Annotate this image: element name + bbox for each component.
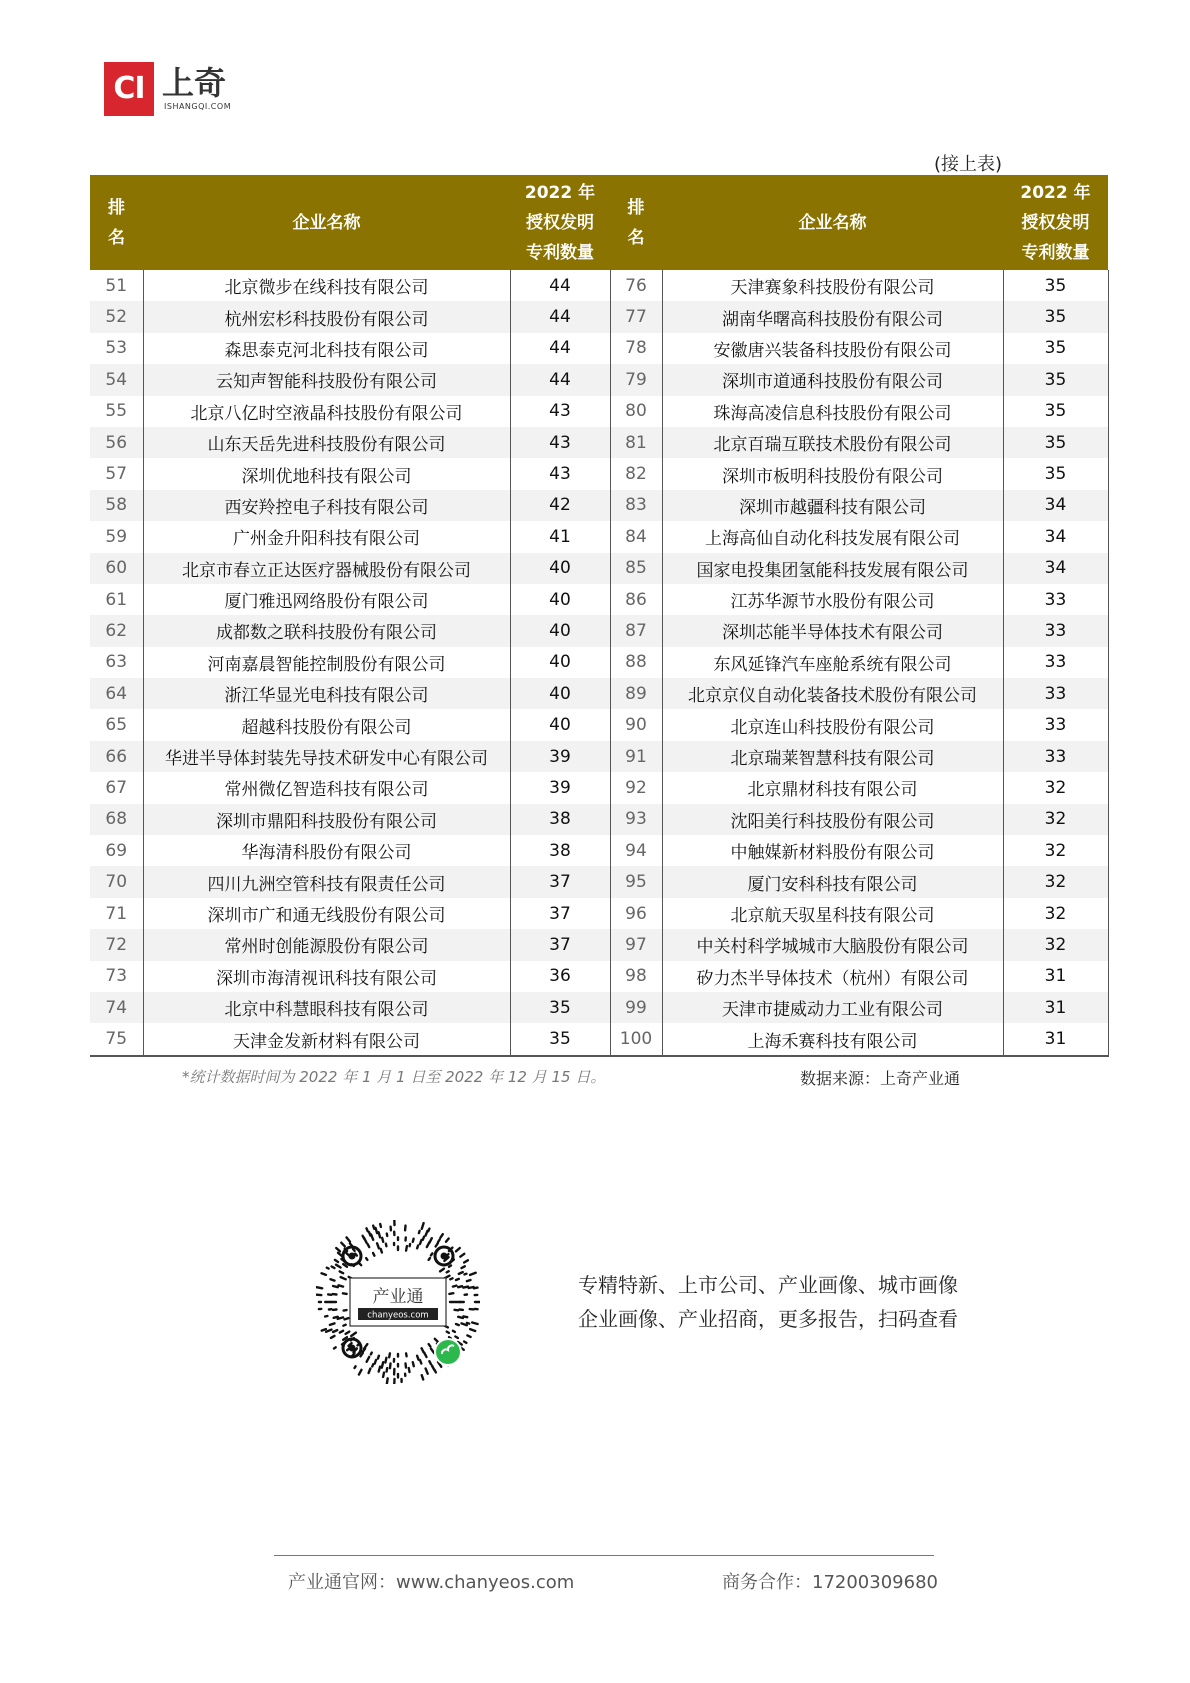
company-name-cell: 天津金发新材料有限公司 [143, 1023, 510, 1055]
rank-cell: 94 [625, 840, 647, 861]
rank-cell: 82 [625, 464, 647, 485]
rank-cell: 74 [90, 992, 143, 1023]
table-row [90, 992, 1108, 1023]
patent-count-cell: 44 [510, 270, 610, 301]
mini-program-icon [436, 1340, 460, 1364]
data-source: 数据来源：上奇产业通 [800, 1069, 961, 1088]
company-name-cell: 成都数之联科技股份有限公司 [143, 615, 510, 646]
company-name-cell: 北京八亿时空液晶科技股份有限公司 [143, 396, 510, 427]
rank-cell: 84 [625, 526, 647, 547]
patent-count-cell: 44 [510, 364, 610, 395]
rank-cell: 53 [105, 338, 128, 359]
rank-cell: 93 [610, 804, 662, 835]
company-name-cell: 常州时创能源股份有限公司 [143, 929, 510, 960]
rank-cell: 60 [90, 553, 143, 584]
header-rank: 排 名 [90, 175, 143, 270]
rank-cell: 57 [105, 464, 128, 485]
company-name-cell: 深圳市越疆科技有限公司 [662, 490, 1003, 521]
company-name-cell: 厦门雅迅网络股份有限公司 [143, 584, 510, 615]
company-name-cell: 北京连山科技股份有限公司 [662, 709, 1003, 740]
patent-count-cell: 35 [510, 992, 610, 1023]
company-name-cell: 四川九洲空管科技有限责任公司 [143, 866, 510, 897]
patent-count-cell: 37 [510, 929, 610, 960]
patent-count-cell: 37 [510, 866, 610, 897]
patent-count-cell: 34 [1003, 553, 1108, 584]
logo-name: 上奇 [162, 64, 227, 102]
patent-count-cell: 38 [510, 804, 610, 835]
header-company-name: 企业名称 [662, 175, 1003, 270]
rank-cell: 73 [105, 966, 128, 987]
patent-count-cell: 32 [1003, 772, 1108, 803]
company-name-cell: 常州微亿智造科技有限公司 [143, 772, 510, 803]
patent-count-cell: 31 [1003, 1023, 1108, 1055]
table-row [90, 866, 1108, 897]
rank-cell: 100 [610, 1023, 662, 1055]
company-name-cell: 沈阳美行科技股份有限公司 [662, 804, 1003, 835]
rank-cell: 90 [625, 715, 647, 736]
table-header-row [90, 175, 1108, 270]
company-name-cell: 深圳市广和通无线股份有限公司 [143, 898, 510, 929]
rank-cell: 55 [105, 401, 128, 422]
company-name-cell: 华进半导体封装先导技术研发中心有限公司 [143, 741, 510, 772]
rank-cell: 71 [105, 903, 128, 924]
patent-count-cell: 32 [1003, 929, 1108, 960]
patent-count-cell: 35 [1003, 427, 1108, 458]
mini-program-qr-code [316, 1220, 480, 1384]
company-name-cell: 北京航天驭星科技有限公司 [662, 898, 1003, 929]
logo-url: ISHANGQI.COM [164, 102, 232, 111]
company-name-cell: 森思泰克河北科技有限公司 [143, 333, 510, 364]
patent-count-cell: 34 [1003, 521, 1108, 552]
patent-count-cell: 39 [510, 741, 610, 772]
patent-count-cell: 38 [510, 835, 610, 866]
patent-count-cell: 34 [1003, 490, 1108, 521]
patent-count-cell: 43 [510, 396, 610, 427]
company-name-cell: 深圳芯能半导体技术有限公司 [662, 615, 1003, 646]
patent-count-cell: 35 [1003, 364, 1108, 395]
company-name-cell: 西安羚控电子科技有限公司 [143, 490, 510, 521]
rank-cell: 86 [625, 589, 647, 610]
patent-count-cell: 40 [510, 709, 610, 740]
table-body [90, 270, 1108, 1056]
company-name-cell: 安徽唐兴装备科技股份有限公司 [662, 333, 1003, 364]
table-row [90, 364, 1108, 395]
company-name-cell: 珠海高凌信息科技股份有限公司 [662, 396, 1003, 427]
rank-cell: 65 [105, 715, 128, 736]
rank-cell: 89 [610, 678, 662, 709]
company-name-cell: 天津赛象科技股份有限公司 [662, 270, 1003, 301]
qr-label: 产业通 [372, 1287, 424, 1307]
patent-count-cell: 33 [1003, 647, 1108, 678]
patent-count-cell: 35 [1003, 396, 1108, 427]
table-row [90, 301, 1108, 332]
patent-count-cell: 33 [1003, 678, 1108, 709]
patent-count-cell: 36 [510, 961, 610, 992]
rank-cell: 52 [90, 301, 143, 332]
patent-count-cell: 44 [510, 333, 610, 364]
table-row [90, 396, 1108, 427]
patent-count-cell: 40 [510, 615, 610, 646]
patent-count-cell: 32 [1003, 835, 1108, 866]
company-name-cell: 浙江华显光电科技有限公司 [143, 678, 510, 709]
promo-line: 企业画像、产业招商，更多报告，扫码查看 [578, 1307, 958, 1331]
rank-cell: 72 [90, 929, 143, 960]
rank-cell: 58 [90, 490, 143, 521]
patent-count-cell: 37 [510, 898, 610, 929]
promo-text [578, 1268, 958, 1336]
brand-logo [104, 62, 254, 118]
rank-cell: 99 [610, 992, 662, 1023]
company-name-cell: 湖南华曙高科技股份有限公司 [662, 301, 1003, 332]
company-name-cell: 深圳市道通科技股份有限公司 [662, 364, 1003, 395]
table-row [90, 490, 1108, 521]
rank-cell: 96 [625, 903, 647, 924]
rank-cell: 59 [105, 526, 128, 547]
patent-ranking-table [90, 175, 1109, 1057]
company-name-cell: 天津市捷威动力工业有限公司 [662, 992, 1003, 1023]
footer-contact: 商务合作：17200309680 [722, 1572, 938, 1593]
company-name-cell: 深圳市板明科技股份有限公司 [662, 458, 1003, 489]
company-name-cell: 北京鼎材科技有限公司 [662, 772, 1003, 803]
patent-count-cell: 33 [1003, 709, 1108, 740]
header-patent-count: 2022 年 授权发明 专利数量 [510, 175, 610, 270]
rank-cell: 98 [625, 966, 647, 987]
patent-count-cell: 39 [510, 772, 610, 803]
company-name-cell: 上海禾赛科技有限公司 [662, 1023, 1003, 1055]
rank-cell: 83 [610, 490, 662, 521]
rank-cell: 69 [105, 840, 128, 861]
rank-cell: 88 [625, 652, 647, 673]
rank-cell: 92 [625, 777, 647, 798]
patent-count-cell: 32 [1003, 898, 1108, 929]
header-rank: 排 名 [610, 175, 662, 270]
header-company-name: 企业名称 [143, 175, 510, 270]
table-row [90, 458, 1108, 489]
company-name-cell: 北京微步在线科技有限公司 [143, 270, 510, 301]
qr-url: chanyeos.com [367, 1310, 429, 1321]
table-row [90, 709, 1108, 740]
rank-cell: 78 [625, 338, 647, 359]
patent-count-cell: 33 [1003, 615, 1108, 646]
company-name-cell: 国家电投集团氢能科技发展有限公司 [662, 553, 1003, 584]
table-row [90, 615, 1108, 646]
footer-website: 产业通官网：www.chanyeos.com [288, 1572, 575, 1593]
rank-cell: 76 [625, 275, 647, 296]
company-name-cell: 广州金升阳科技有限公司 [143, 521, 510, 552]
rank-cell: 51 [105, 275, 128, 296]
patent-count-cell: 43 [510, 458, 610, 489]
patent-count-cell: 35 [1003, 270, 1108, 301]
company-name-cell: 中触媒新材料股份有限公司 [662, 835, 1003, 866]
table-row [90, 647, 1108, 678]
patent-count-cell: 40 [510, 553, 610, 584]
rank-cell: 64 [90, 678, 143, 709]
company-name-cell: 深圳市海清视讯科技有限公司 [143, 961, 510, 992]
footnote: *统计数据时间为 2022 年 1 月 1 日至 2022 年 12 月 15 日。 [182, 1068, 606, 1086]
table-row [90, 804, 1108, 835]
company-name-cell: 北京京仪自动化装备技术股份有限公司 [662, 678, 1003, 709]
company-name-cell: 东风延锋汽车座舱系统有限公司 [662, 647, 1003, 678]
rank-cell: 77 [610, 301, 662, 332]
company-name-cell: 厦门安科科技有限公司 [662, 866, 1003, 897]
company-name-cell: 杭州宏杉科技股份有限公司 [143, 301, 510, 332]
table-row [90, 270, 1108, 301]
rank-cell: 75 [90, 1023, 143, 1055]
table-row [90, 584, 1108, 615]
table-row [90, 1023, 1108, 1055]
rank-cell: 97 [610, 929, 662, 960]
patent-count-cell: 40 [510, 647, 610, 678]
table-row [90, 898, 1108, 929]
logo-mark: CI [104, 62, 154, 116]
patent-count-cell: 42 [510, 490, 610, 521]
rank-cell: 68 [90, 804, 143, 835]
patent-count-cell: 33 [1003, 584, 1108, 615]
company-name-cell: 华海清科股份有限公司 [143, 835, 510, 866]
header-patent-count: 2022 年 授权发明 专利数量 [1003, 175, 1108, 270]
patent-count-cell: 43 [510, 427, 610, 458]
rank-cell: 80 [625, 401, 647, 422]
table-row [90, 929, 1108, 960]
company-name-cell: 上海高仙自动化科技发展有限公司 [662, 521, 1003, 552]
company-name-cell: 江苏华源节水股份有限公司 [662, 584, 1003, 615]
rank-cell: 95 [610, 866, 662, 897]
rank-cell: 67 [105, 777, 128, 798]
rank-cell: 91 [610, 741, 662, 772]
patent-count-cell: 32 [1003, 804, 1108, 835]
table-row [90, 427, 1108, 458]
patent-count-cell: 31 [1003, 992, 1108, 1023]
rank-cell: 79 [610, 364, 662, 395]
company-name-cell: 深圳优地科技有限公司 [143, 458, 510, 489]
table-row [90, 678, 1108, 709]
patent-count-cell: 44 [510, 301, 610, 332]
rank-cell: 54 [90, 364, 143, 395]
table-row [90, 553, 1108, 584]
table-row [90, 772, 1108, 803]
patent-count-cell: 35 [1003, 333, 1108, 364]
rank-cell: 62 [90, 615, 143, 646]
table-row [90, 835, 1108, 866]
company-name-cell: 山东天岳先进科技股份有限公司 [143, 427, 510, 458]
patent-count-cell: 32 [1003, 866, 1108, 897]
company-name-cell: 河南嘉晨智能控制股份有限公司 [143, 647, 510, 678]
table-row [90, 333, 1108, 364]
rank-cell: 70 [90, 866, 143, 897]
table-row [90, 961, 1108, 992]
company-name-cell: 北京瑞莱智慧科技有限公司 [662, 741, 1003, 772]
rank-cell: 61 [105, 589, 128, 610]
patent-count-cell: 35 [1003, 458, 1108, 489]
company-name-cell: 北京市春立正达医疗器械股份有限公司 [143, 553, 510, 584]
rank-cell: 81 [610, 427, 662, 458]
company-name-cell: 矽力杰半导体技术（杭州）有限公司 [662, 961, 1003, 992]
company-name-cell: 北京百瑞互联技术股份有限公司 [662, 427, 1003, 458]
table-row [90, 521, 1108, 552]
patent-count-cell: 35 [510, 1023, 610, 1055]
rank-cell: 66 [90, 741, 143, 772]
rank-cell: 63 [105, 652, 128, 673]
company-name-cell: 中关村科学城城市大脑股份有限公司 [662, 929, 1003, 960]
patent-count-cell: 35 [1003, 301, 1108, 332]
rank-cell: 85 [610, 553, 662, 584]
patent-count-cell: 33 [1003, 741, 1108, 772]
table-row [90, 741, 1108, 772]
promo-line: 专精特新、上市公司、产业画像、城市画像 [578, 1273, 958, 1297]
footer-divider [274, 1555, 934, 1556]
company-name-cell: 云知声智能科技股份有限公司 [143, 364, 510, 395]
patent-count-cell: 40 [510, 678, 610, 709]
patent-count-cell: 40 [510, 584, 610, 615]
rank-cell: 87 [610, 615, 662, 646]
patent-count-cell: 41 [510, 521, 610, 552]
rank-cell: 56 [90, 427, 143, 458]
continued-note: (接上表) [934, 154, 1003, 175]
company-name-cell: 北京中科慧眼科技有限公司 [143, 992, 510, 1023]
company-name-cell: 深圳市鼎阳科技股份有限公司 [143, 804, 510, 835]
company-name-cell: 超越科技股份有限公司 [143, 709, 510, 740]
patent-count-cell: 31 [1003, 961, 1108, 992]
